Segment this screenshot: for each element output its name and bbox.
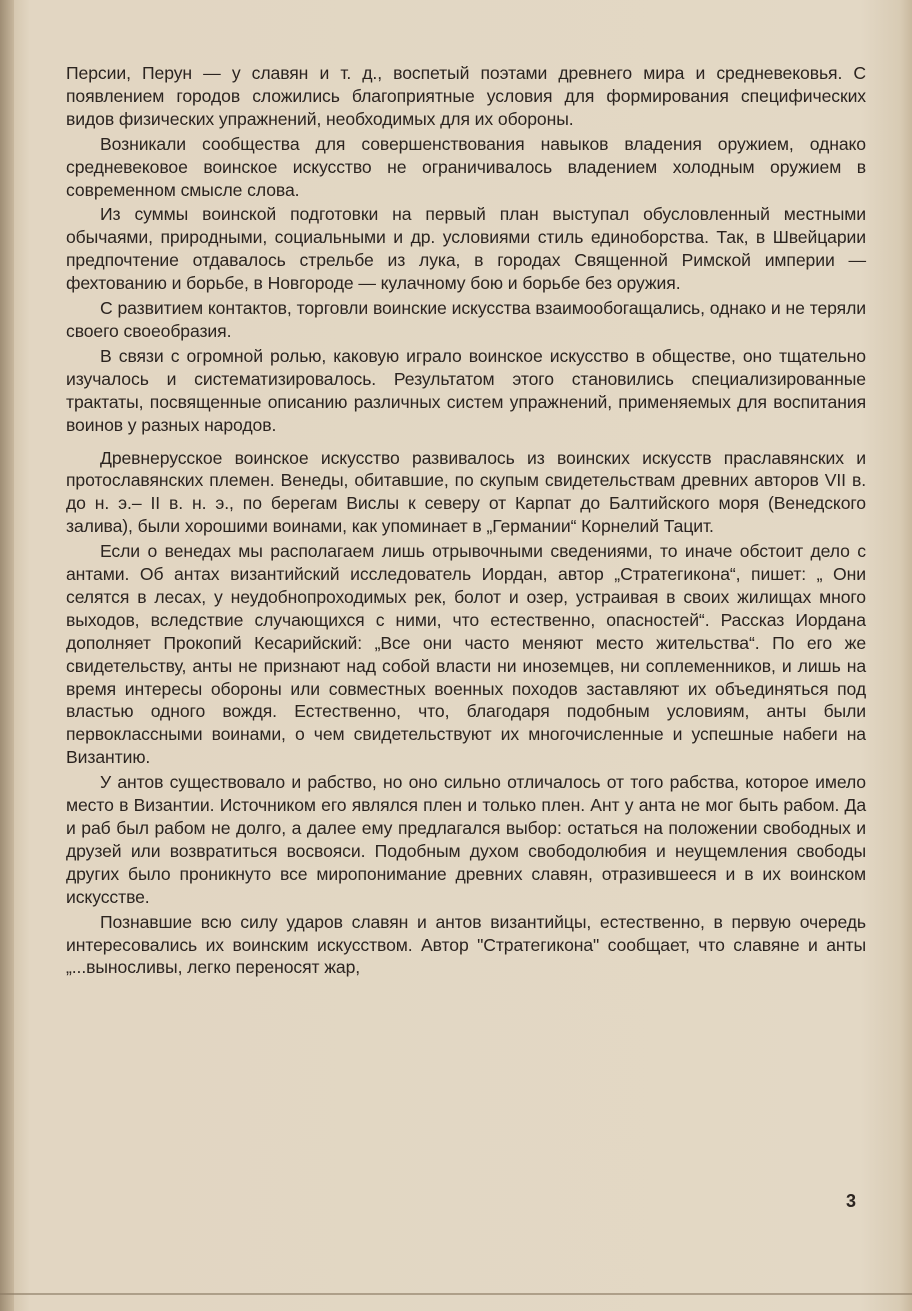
paragraph: Возникали сообщества для совершенствования навыков владения оружием, однако средневековое воинское искусство не ограничивалось владением холодным оружием в современном смысле слова. bbox=[66, 133, 866, 200]
paragraph: В связи с огромной ролью, каковую играло воинское искусство в обществе, оно тщательно изучалось и систематизировалось. Результатом этого становились специализированные трактаты, посвященные описанию различных систем упражнений, применяемых для воспитания воинов у разных народов. bbox=[66, 345, 866, 435]
paragraph: Древнерусское воинское искусство развивалось из воинских искусств праславянских и протославянских племен. Венеды, обитавшие, по скупым свидетельствам древних авторов VII в. до н. э.– II в. н. э., по берегам Вислы к северу от Карпат до Балтийского моря (Венедского залива), были хорошими воинами, как упоминает в „Германии“ Корнелий Тацит. bbox=[66, 447, 866, 537]
page-binding-edge bbox=[0, 0, 14, 1311]
body-text bbox=[66, 62, 866, 981]
paragraph: Из суммы воинской подготовки на первый план выступал обусловленный местными обычаями, природными, социальными и др. условиями стиль единоборства. Так, в Швейцарии предпочтение отдавалось стрельбе из лука, в городах Священной Римской империи — фехтованию и борьбе, в Новгороде — кулачному бою и борьбе без оружия. bbox=[66, 204, 866, 294]
page-bottom-edge bbox=[0, 1293, 912, 1295]
paragraph: Познавшие всю силу ударов славян и антов византийцы, естественно, в первую очередь интересовались их воинским искусством. Автор "Стратегикона" сообщает, что славяне и анты „...выносливы, легко переносят жар, bbox=[66, 911, 866, 978]
paragraph: У антов существовало и рабство, но оно сильно отличалось от того рабства, которое имело место в Византии. Источником его являлся плен и только плен. Ант у анта не мог быть рабом. Да и раб был рабом не долго, а далее ему предлагался выбор: остаться на положении свободных и друзей или возвратиться восвояси. Подобным духом свободолюбия и неущемления свободы других было проникнуто все миропонимание древних славян, отразившееся и в их воинском искусстве. bbox=[66, 772, 866, 907]
page-number: 3 bbox=[846, 1191, 857, 1211]
paragraph: Если о венедах мы располагаем лишь отрывочными сведениями, то иначе обстоит дело с антами. Об антах византийский исследователь Иордан, автор „Стратегикона“, пишет: „ Они селятся в лесах, у неудобнопроходимых рек, болот и озер, устраивая в своих жилищах много выходов, вследствие случающихся с ними, что естественно, опасностей“. Рассказ Иордана дополняет Прокопий Кесарийский: „Все они часто меняют место жительства“. По его же свидетельству, анты не признают над собой власти ни иноземцев, ни соплеменников, и лишь на время интересы обороны или совместных военных походов заставляют их объединяться под властью одного вождя. Естественно, что, благодаря подобным условиям, анты были первоклассными воинами, о чем свидетельствуют их многочисленные и успешные набеги на Византию. bbox=[66, 541, 866, 768]
paragraph: С развитием контактов, торговли воинские искусства взаимообогащались, однако и не теряли своего своеобразия. bbox=[66, 298, 866, 341]
paragraph-continuation: Персии, Перун — у славян и т. д., воспетый поэтами древнего мира и средневековья. С появлением городов сложились благоприятные условия для формирования специфических видов физических упражнений, необходимых для их обороны. bbox=[66, 63, 866, 129]
